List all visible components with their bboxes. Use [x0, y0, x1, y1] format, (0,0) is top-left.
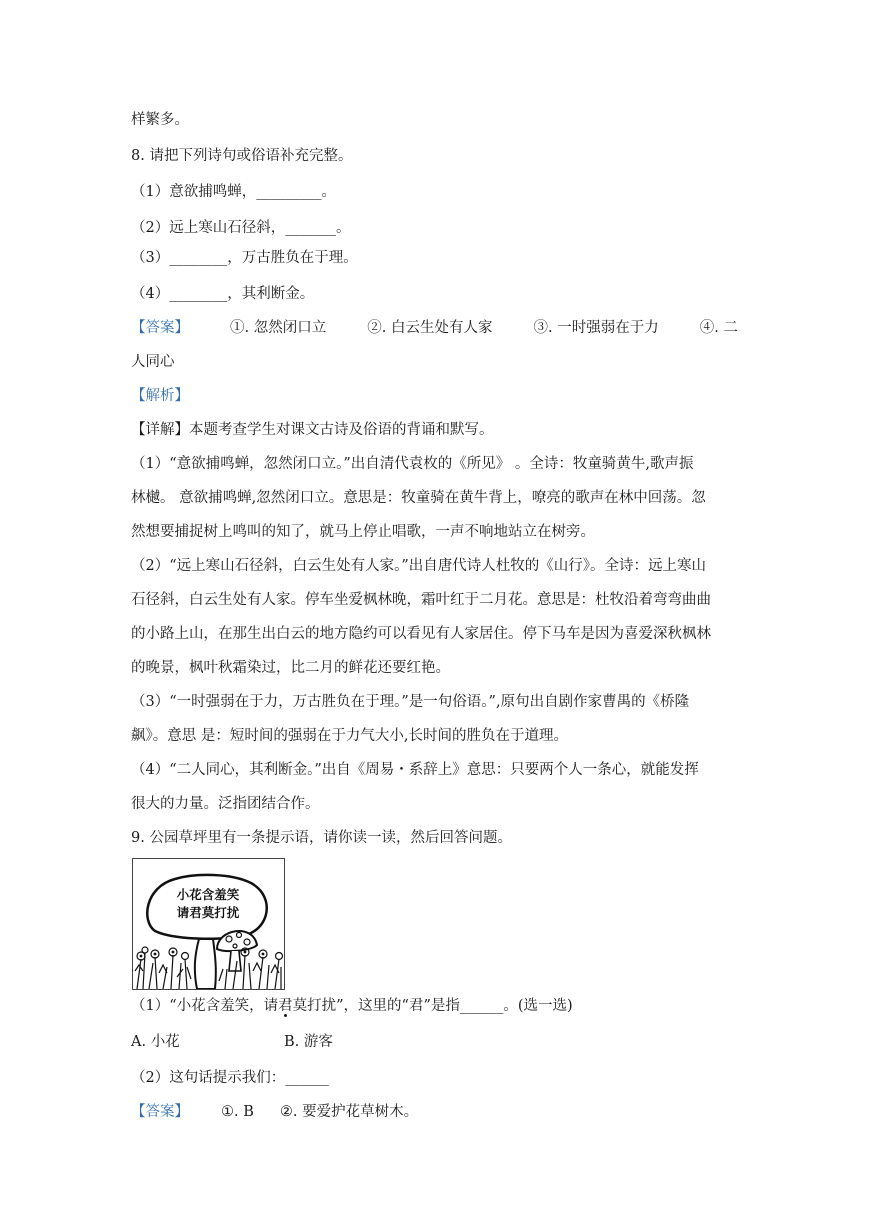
text-line: 样繁多。 [131, 112, 189, 128]
sign-post [195, 939, 216, 989]
question-8-title: 8. 请把下列诗句或俗语补充完整。 [131, 148, 353, 164]
option-b: B. 游客 [284, 1034, 333, 1050]
park-sign-illustration [132, 858, 285, 990]
question-8-item-4: （4）________，其利断金。 [131, 286, 315, 302]
explanation-1-line-3: 然想要捕捉树上鸣叫的知了，就马上停止唱歌，一声不响地站立在树旁。 [131, 524, 595, 540]
question-9-item-1-text-end: 莫打扰”，这里的“君”是指______。(选一选) [292, 998, 573, 1014]
question-8-item-3: （3）________，万古胜负在于理。 [131, 250, 358, 266]
question-8-item-1: （1）意欲捕鸣蝉，_________。 [131, 184, 336, 200]
detail-line [131, 420, 738, 440]
answer-9-1: ①. B [221, 1104, 254, 1120]
small-mushroom-stem [229, 951, 241, 971]
detail-tag: 【详解】 [131, 422, 189, 438]
mushroom-sign-drawing [133, 859, 284, 989]
question-9-title: 9. 公园草坪里有一条提示语，请你读一读，然后回答问题。 [131, 830, 512, 846]
question-8-item-2: （2）远上寒山石径斜，_______。 [131, 220, 351, 236]
explanation-4-line-1: （4）“二人同心，其利断金。”出自《周易・系辞上》意思：只要两个人一条心，就能发挥 [131, 762, 699, 778]
explanation-2-line-3: 的小路上山，在那生出白云的地方隐约可以看见有人家居住。停下马车是因为喜爱深秋枫林 [131, 626, 711, 642]
explanation-2-line-1: （2）“远上寒山石径斜，白云生处有人家。”出自唐代诗人杜牧的《山行》。全诗：远上寒山 [131, 558, 707, 574]
answer-tag: 【答案】 [131, 320, 189, 336]
question-9-item-1 [131, 996, 738, 1016]
explanation-1-line-2: 林樾。 意欲捕鸣蝉,忽然闭口立。意思是：牧童骑在黄牛背上，嘹亮的歌声在林中回荡。忽 [131, 490, 706, 506]
explanation-1-line-1: （1）“意欲捕鸣蝉，忽然闭口立。”出自清代袁枚的《所见》 。全诗：牧童骑黄牛,歌声振 [131, 456, 694, 472]
emphasis-character: 君 [278, 998, 293, 1014]
question-9-item-1-text: （1）“小花含羞笑，请 [131, 998, 279, 1014]
answer-8-row [131, 318, 738, 338]
answer-8-3: ③. 一时强弱在于力 [533, 320, 659, 336]
answer-9-row [131, 1102, 738, 1122]
answer-8-4-part1: ④. 二 [699, 320, 738, 336]
option-a: A. 小花 [131, 1034, 180, 1050]
answer-8-1: ①. 忽然闭口立 [230, 320, 327, 336]
explanation-3-line-2: 飙》。意思 是：短时间的强弱在于力气大小,长时间的胜负在于道理。 [131, 728, 568, 744]
answer-9-2: ②. 要爱护花草树木。 [279, 1104, 419, 1120]
explanation-2-line-4: 的晚景，枫叶秋霜染过，比二月的鲜花还要红艳。 [131, 660, 450, 676]
detail-text: 本题考查学生对课文古诗及俗语的背诵和默写。 [189, 422, 494, 438]
explanation-4-line-2: 很大的力量。泛指团结合作。 [131, 796, 320, 812]
explanation-2-line-2: 石径斜，白云生处有人家。停车坐爱枫林晚，霜叶红于二月花。意思是：杜牧沿着弯弯曲曲 [131, 592, 711, 608]
analysis-tag: 【解析】 [131, 388, 189, 404]
answer-tag: 【答案】 [131, 1104, 189, 1120]
answer-8-4-part2: 人同心 [131, 354, 175, 370]
sign-text-line-1: 小花含羞笑 [176, 887, 240, 902]
answer-8-2: ②. 白云生处有人家 [367, 320, 493, 336]
sign-text-line-2: 请君莫打扰 [176, 905, 240, 920]
question-9-options [131, 1032, 738, 1052]
explanation-3-line-1: （3）“一时强弱在于力，万古胜负在于理。”是一句俗语。”,原句出自剧作家曹禺的《桥隆 [131, 694, 690, 710]
question-9-item-2: （2）这句话提示我们：______ [131, 1070, 329, 1086]
